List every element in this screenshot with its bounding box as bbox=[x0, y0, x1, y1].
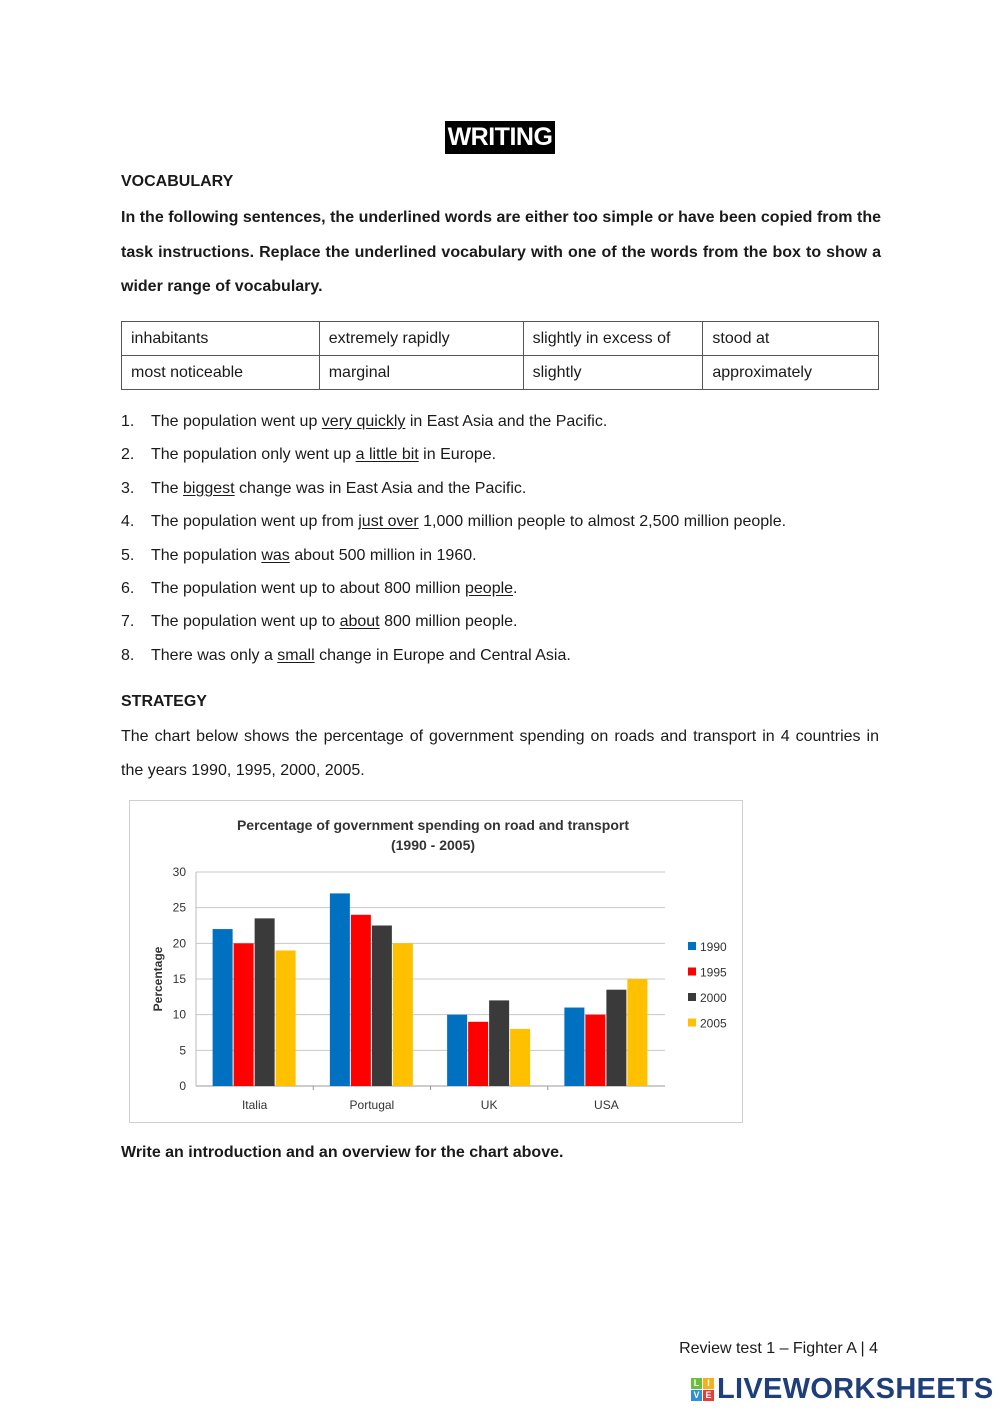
sentence-item bbox=[121, 472, 786, 505]
word-box-cell: extremely rapidly bbox=[319, 322, 523, 356]
sentence-item bbox=[121, 505, 786, 538]
bar-portugal-2000 bbox=[372, 926, 392, 1087]
sentence-number: 4. bbox=[121, 513, 135, 531]
x-tick-labels bbox=[242, 1098, 619, 1112]
y-axis-label: Percentage bbox=[151, 946, 165, 1012]
legend-swatch-1995 bbox=[688, 968, 696, 976]
legend-label-1990: 1990 bbox=[700, 940, 727, 954]
legend bbox=[688, 940, 727, 1031]
bar-usa-2005 bbox=[627, 979, 647, 1086]
sentence-text: 1,000 million people to almost 2,500 million people. bbox=[418, 513, 787, 531]
strategy-heading: STRATEGY bbox=[121, 693, 207, 710]
bar-usa-1990 bbox=[564, 1008, 584, 1086]
y-tick-label: 10 bbox=[172, 1007, 186, 1022]
chart-svg bbox=[130, 801, 742, 1122]
x-tick-label: Portugal bbox=[349, 1098, 395, 1112]
sentence-text: in East Asia and the Pacific. bbox=[405, 413, 608, 430]
bar-uk-2005 bbox=[510, 1029, 530, 1086]
word-box-row bbox=[122, 356, 879, 390]
legend-swatch-1990 bbox=[688, 942, 696, 950]
sentence-text: . bbox=[513, 579, 518, 597]
logo-text: LIVEWORKSHEETS bbox=[717, 1372, 994, 1405]
word-box-cell: stood at bbox=[703, 322, 879, 356]
sentence-number: 3. bbox=[121, 479, 135, 497]
sentence-number: 2. bbox=[121, 446, 135, 464]
legend-label-2000: 2000 bbox=[700, 991, 727, 1005]
logo-tile: V bbox=[691, 1390, 702, 1401]
sentence-number: 7. bbox=[121, 613, 135, 631]
sentence-item bbox=[121, 438, 786, 471]
y-tick-label: 30 bbox=[172, 865, 186, 879]
vocabulary-instructions: In the following sentences, the underlined words are either too simple or have been copied from the task instructions. Replace the underlined vocabulary with one of the words from the box to show a wider range of vocabulary. bbox=[121, 209, 881, 295]
logo-tile: E bbox=[703, 1390, 714, 1401]
sentence-item bbox=[121, 405, 786, 438]
sentence-text: 800 million people. bbox=[379, 613, 518, 631]
bar-uk-2000 bbox=[489, 1000, 509, 1086]
bar-usa-1995 bbox=[585, 1015, 605, 1086]
legend-label-2005: 2005 bbox=[700, 1016, 727, 1031]
vocabulary-heading: VOCABULARY bbox=[121, 173, 234, 190]
sentence-text: The population went up from bbox=[151, 513, 359, 531]
bars bbox=[213, 893, 648, 1086]
x-tick-label: Italia bbox=[241, 1098, 268, 1112]
page-title: WRITING bbox=[445, 121, 556, 154]
sentence-list bbox=[121, 405, 786, 672]
sentence-item bbox=[121, 572, 786, 605]
title-wrap bbox=[0, 121, 1000, 154]
y-tick-label: 25 bbox=[172, 900, 186, 915]
sentence-text: There was only a bbox=[151, 646, 278, 664]
bar-portugal-1990 bbox=[330, 893, 350, 1086]
word-box-cell: inhabitants bbox=[122, 322, 320, 356]
bar-portugal-1995 bbox=[351, 915, 371, 1086]
word-box bbox=[121, 321, 879, 390]
sentence-number: 6. bbox=[121, 579, 135, 597]
chart-title: Percentage of government spending on road and transport bbox=[236, 817, 630, 833]
word-box-row bbox=[122, 322, 879, 356]
bar-portugal-2005 bbox=[393, 943, 413, 1086]
sentence-text: change was in East Asia and the Pacific. bbox=[234, 479, 527, 497]
task-instruction: Write an introduction and an overview for the chart above. bbox=[121, 1144, 564, 1161]
word-box-cell: approximately bbox=[703, 356, 879, 390]
sentence-text: The bbox=[151, 479, 184, 497]
bar-italia-2000 bbox=[255, 918, 275, 1086]
sentence-item bbox=[121, 605, 786, 638]
word-box-cell: marginal bbox=[319, 356, 523, 390]
x-tick-label: UK bbox=[480, 1098, 498, 1112]
bar-italia-1995 bbox=[234, 943, 254, 1086]
sentence-text: The population went up to about 800 million bbox=[151, 579, 465, 597]
sentence-text: The population bbox=[151, 546, 262, 564]
word-box-cell: most noticeable bbox=[122, 356, 320, 390]
bar-uk-1995 bbox=[468, 1022, 488, 1086]
legend-swatch-2000 bbox=[688, 993, 696, 1001]
bar-chart bbox=[129, 800, 743, 1123]
legend-label-1995: 1995 bbox=[700, 965, 727, 980]
underlined-word: biggest bbox=[183, 479, 235, 497]
bar-italia-2005 bbox=[276, 950, 296, 1086]
word-box-cell: slightly bbox=[523, 356, 703, 390]
sentence-item bbox=[121, 539, 786, 572]
bar-uk-1990 bbox=[447, 1015, 467, 1086]
chart-subtitle: (1990 - 2005) bbox=[390, 837, 476, 853]
sentence-text: The population went up bbox=[151, 413, 322, 430]
underlined-word: a little bit bbox=[355, 446, 419, 464]
logo-tile: L bbox=[691, 1378, 702, 1389]
underlined-word: very quickly bbox=[321, 413, 406, 430]
liveworksheets-logo[interactable] bbox=[691, 1374, 994, 1404]
bar-italia-1990 bbox=[213, 929, 233, 1086]
underlined-word: about bbox=[339, 613, 380, 631]
y-tick-labels bbox=[173, 865, 187, 1093]
sentence-text: change in Europe and Central Asia. bbox=[314, 646, 571, 664]
underlined-word: people bbox=[465, 579, 514, 597]
sentence-number: 5. bbox=[121, 546, 135, 564]
y-tick-label: 20 bbox=[172, 936, 186, 951]
sentence-text: The population went up to bbox=[151, 613, 340, 631]
sentence-item bbox=[121, 639, 786, 672]
y-tick-label: 5 bbox=[179, 1043, 186, 1058]
logo-tile: I bbox=[703, 1378, 714, 1389]
underlined-word: small bbox=[277, 646, 315, 664]
x-tick-label: USA bbox=[594, 1098, 619, 1112]
sentence-number: 8. bbox=[121, 646, 135, 664]
underlined-word: was bbox=[261, 546, 290, 564]
sentence-text: about 500 million in 1960. bbox=[289, 546, 477, 564]
legend-swatch-2005 bbox=[688, 1019, 696, 1027]
y-tick-label: 0 bbox=[179, 1079, 186, 1093]
sentence-number: 1. bbox=[121, 413, 135, 430]
strategy-text: The chart below shows the percentage of government spending on roads and transport in 4 countries in the years 1990, 1995, 2000, 2005. bbox=[121, 728, 879, 779]
sentence-text: in Europe. bbox=[418, 446, 497, 464]
y-tick-label: 15 bbox=[172, 972, 186, 986]
bar-usa-2000 bbox=[606, 990, 626, 1086]
underlined-word: just over bbox=[358, 513, 419, 531]
logo-icon bbox=[691, 1378, 714, 1401]
page-footer: Review test 1 – Fighter A | 4 bbox=[679, 1340, 878, 1357]
word-box-cell: slightly in excess of bbox=[523, 322, 703, 356]
sentence-text: The population only went up bbox=[151, 446, 356, 464]
